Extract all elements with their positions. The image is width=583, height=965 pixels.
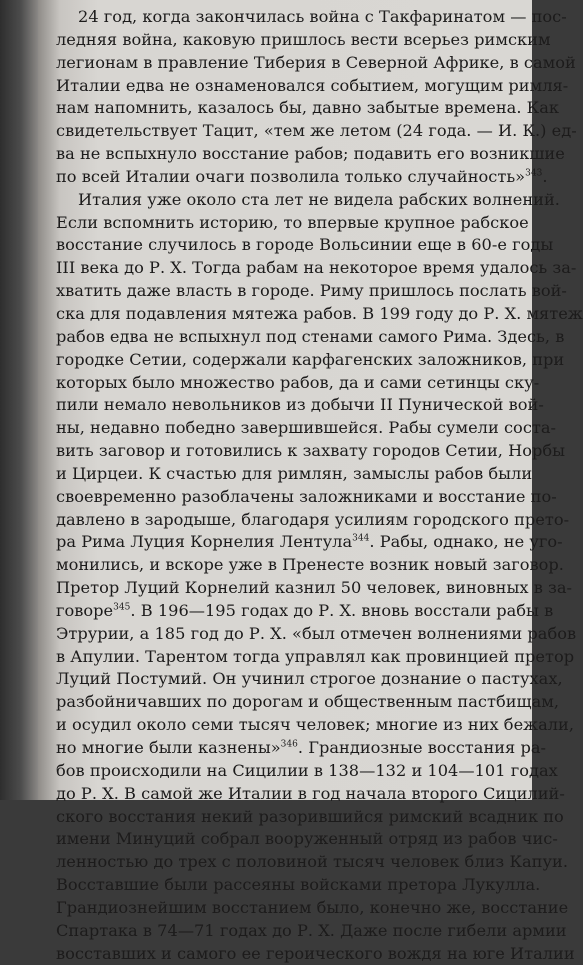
text-line: Италия уже около ста лет не видела рабских волнений. [78,189,560,209]
text-line: ра Рима Луция Корнелия Лентула$^{344}$. Рабы, однако, не уго- [56,532,563,552]
text-line: III века до Р. Х. Тогда рабам на некоторое время удалось за- [56,258,577,278]
book-page [38,0,583,963]
text-line: давлено в зародыше, благодаря усилиям городского прето- [56,509,570,529]
text-line: в Апулии. Тарентом тогда управлял как провинцией претор [56,646,575,666]
footnote-ref: 345 [113,602,131,613]
text-line: восставших и самого ее героического вождя на юге Италии [56,943,575,963]
text-line: восстание случилось в городе Вольсинии еще в 60-е годы [56,235,554,255]
text-line: пили немало невольников из добычи II Пунической вой- [56,395,544,415]
text-line: но многие были казнены»$^{346}$. Грандиозные восстания ра- [56,738,547,757]
text-line: легионам в правление Тиберия в Северной Африке, в самой [56,52,576,72]
text-line: своевременно разоблачены заложниками и восстание по- [56,486,557,506]
footnote-ref: 344 [352,534,370,545]
footnote-ref: 346 [280,739,298,750]
text-line: ска для подавления мятежа рабов. В 199 году до Р. Х. мятеж [56,303,583,323]
text-line: ва не вспыхнуло восстание рабов; подавить его возникшие [56,144,565,164]
text-line: и Цирцеи. К счастью для римлян, замыслы рабов были [56,463,533,483]
text-line: Восставшие были рассеяны войсками претора Лукулла. [56,875,541,895]
text-line: свидетельствует Тацит, «тем же летом (24 года. — И. К.) ед- [56,121,577,141]
text-line: и осудил около семи тысяч человек; многие из них бежали, [56,715,575,735]
text-line: нам напомнить, казалось бы, давно забытые времена. Как [56,98,560,118]
text-line: бов происходили на Сицилии в 138—132 и 104—101 годах [56,760,558,780]
text-line: хватить даже власть в городе. Риму пришлось послать вой- [56,281,567,301]
text-line: ледняя война, каковую пришлось вести всерьез римским [56,29,551,49]
text-line: до Р. Х. В самой же Италии в год начала второго Сицилий- [56,783,565,803]
text-line: Этрурии, а 185 год до Р. Х. «был отмечен волнениями рабов [56,623,577,643]
text-line: Претор Луций Корнелий казнил 50 человек, виновных в за- [56,578,573,598]
footnote-ref: 343 [525,168,543,179]
text-line: рабов едва не вспыхнул под стенами самого Рима. Здесь, в [56,326,565,346]
text-line: городке Сетии, содержали карфагенских заложников, при [56,349,565,369]
text-line: вить заговор и готовились к захвату городов Сетии, Норбы [56,441,566,461]
body-text [56,6,583,965]
text-line: ленностью до трех с половиной тысяч человек близ Капуи. [56,852,568,872]
text-line: которых было множество рабов, да и сами сетинцы ску- [56,372,540,392]
text-line: ны, недавно победно завершившейся. Рабы сумели соста- [56,418,557,438]
text-line: ского восстания некий разорившийся римский всадник по [56,806,564,826]
text-line: Италии едва не ознаменовался событием, могущим римля- [56,75,569,95]
text-line: монились, и вскоре уже в Пренесте возник новый заговор. [56,555,564,575]
text-line: имени Минуций собрал вооруженный отряд из рабов чис- [56,829,558,849]
text-line: по всей Италии очаги позволила только случайность»$^{343}$. [56,166,548,186]
text-line: говоре$^{345}$. В 196—195 годах до Р. Х. вновь восстали рабы в [56,600,554,620]
text-line: Спартака в 74—71 годах до Р. Х. Даже после гибели армии [56,920,567,940]
text-line: Луций Постумий. Он учинил строгое дознание о пастухах, [56,669,563,689]
text-line: разбойничавших по дорогам и общественным пастбищам, [56,692,560,712]
text-line: Если вспомнить историю, то впервые крупное рабское [56,212,529,232]
text-line: Грандиознейшим восстанием было, конечно же, восстание [56,897,569,917]
text-line: 24 год, когда закончилась война с Такфаринатом — пос- [78,7,567,26]
